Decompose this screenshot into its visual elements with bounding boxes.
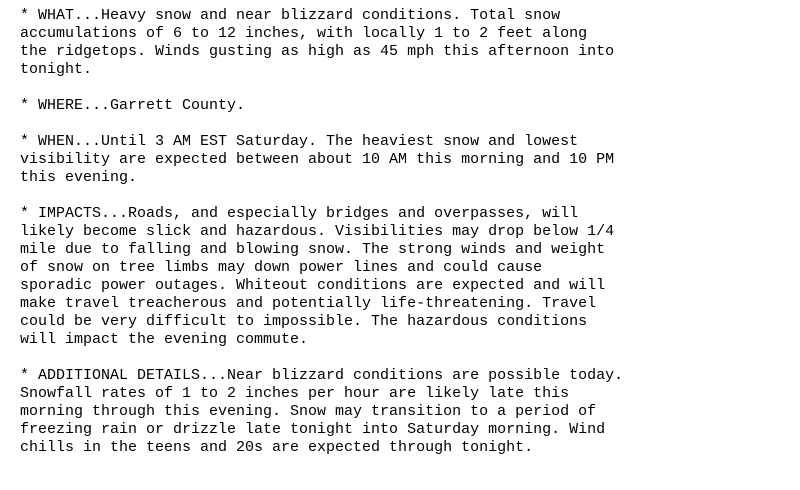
bulletin-line: morning through this evening. Snow may transition to a period of — [20, 403, 597, 420]
bulletin-line: will impact the evening commute. — [20, 331, 309, 348]
section-what — [20, 7, 790, 79]
bulletin-line: chills in the teens and 20s are expected through tonight. — [20, 439, 534, 456]
section-when — [20, 133, 790, 187]
bulletin-line: sporadic power outages. Whiteout conditions are expected and will — [20, 277, 606, 294]
bulletin-line: freezing rain or drizzle late tonight into Saturday morning. Wind — [20, 421, 606, 438]
bulletin-line: likely become slick and hazardous. Visibilities may drop below 1/4 — [20, 223, 615, 240]
bulletin-line: * WHAT...Heavy snow and near blizzard conditions. Total snow — [20, 7, 561, 24]
paragraph-gap — [20, 349, 790, 367]
bulletin-line: visibility are expected between about 10 AM this morning and 10 PM — [20, 151, 615, 168]
bulletin-line: * IMPACTS...Roads, and especially bridges and overpasses, will — [20, 205, 579, 222]
bulletin-line: * WHEN...Until 3 AM EST Saturday. The heaviest snow and lowest — [20, 133, 579, 150]
bulletin-line: * ADDITIONAL DETAILS...Near blizzard conditions are possible today. — [20, 367, 624, 384]
section-impacts — [20, 205, 790, 349]
bulletin-line: could be very difficult to impossible. The hazardous conditions — [20, 313, 588, 330]
paragraph-gap — [20, 79, 790, 97]
section-where — [20, 97, 790, 115]
section-additional-details — [20, 367, 790, 457]
paragraph-gap — [20, 115, 790, 133]
bulletin-line: make travel treacherous and potentially life-threatening. Travel — [20, 295, 597, 312]
bulletin-line: Snowfall rates of 1 to 2 inches per hour are likely late this — [20, 385, 570, 402]
bulletin-line: accumulations of 6 to 12 inches, with locally 1 to 2 feet along — [20, 25, 588, 42]
bulletin-line: mile due to falling and blowing snow. The strong winds and weight — [20, 241, 606, 258]
bulletin-line: this evening. — [20, 169, 138, 186]
paragraph-gap — [20, 187, 790, 205]
weather-bulletin — [20, 7, 790, 457]
bulletin-line: the ridgetops. Winds gusting as high as 45 mph this afternoon into — [20, 43, 615, 60]
bulletin-line: * WHERE...Garrett County. — [20, 97, 246, 114]
bulletin-line: of snow on tree limbs may down power lines and could cause — [20, 259, 543, 276]
bulletin-line: tonight. — [20, 61, 93, 78]
